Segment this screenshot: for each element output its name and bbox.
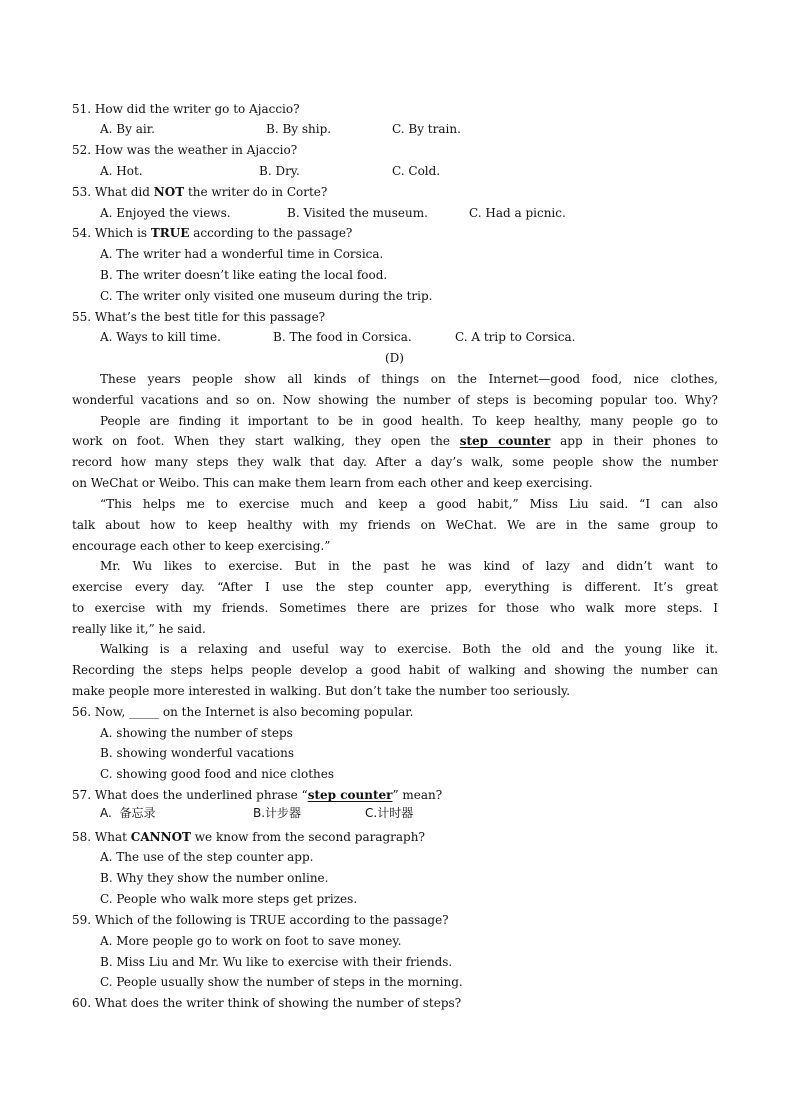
question-55-option-a: A. Ways to kill time. (100, 330, 221, 344)
question-53-stem-text: 53. What did (72, 185, 154, 199)
question-54-stem (72, 226, 352, 241)
question-58-stem-rest: we know from the second paragraph? (190, 830, 425, 844)
question-54-stem-rest: according to the passage? (189, 226, 353, 240)
question-59-stem: 59. Which of the following is TRUE according to the passage? (72, 913, 449, 927)
question-58-emphasis: CANNOT (130, 830, 191, 844)
question-56-option-b: B. showing wonderful vacations (100, 746, 295, 760)
passage-line: really like it,” he said. (72, 622, 206, 636)
question-60-stem: 60. What does the writer think of showing the number of steps? (72, 996, 462, 1010)
question-54-emphasis: TRUE (150, 226, 190, 240)
question-57-stem-rest: ” mean? (392, 788, 443, 802)
passage-line: on WeChat or Weibo. This can make them learn from each other and keep exercising. (72, 476, 593, 490)
passage-line: These years people show all kinds of things on the Internet—good food, nice clothes, (100, 372, 718, 386)
passage-line: to exercise with my friends. Sometimes there are prizes for those who walk more steps. I (72, 601, 718, 615)
question-52-option-a: A. Hot. (100, 164, 143, 178)
passage-line: wonderful vacations and so on. Now showing the number of steps is becoming popular too. Why? (72, 393, 718, 407)
passage-text: work on foot. When they start walking, they open the (72, 434, 460, 448)
passage-line: Recording the steps helps people develop a good habit of walking and showing the number can (72, 663, 718, 677)
question-53-stem-rest: the writer do in Corte? (184, 185, 328, 199)
question-58-option-b: B. Why they show the number online. (100, 871, 329, 885)
question-52-option-c: C. Cold. (392, 164, 441, 178)
question-57-stem-text: 57. What does the underlined phrase “ (72, 788, 308, 802)
question-57-stem (72, 788, 442, 803)
question-56-stem: 56. Now, _____ on the Internet is also becoming popular. (72, 705, 414, 719)
question-59-option-c: C. People usually show the number of steps in the morning. (100, 975, 463, 989)
underlined-phrase: step counter (307, 788, 393, 802)
passage-line: Mr. Wu likes to exercise. But in the past he was kind of lazy and didn’t want to (100, 559, 718, 573)
section-label: (D) (385, 351, 404, 365)
passage-line: Walking is a relaxing and useful way to exercise. Both the old and the young like it. (100, 642, 718, 656)
passage-line: make people more interested in walking. But don’t take the number too seriously. (72, 684, 571, 698)
question-53-stem (72, 185, 327, 200)
question-57-option-b: B.计步器 (253, 806, 302, 820)
question-54-option-a: A. The writer had a wonderful time in Corsica. (100, 247, 384, 261)
question-58-option-a: A. The use of the step counter app. (100, 850, 314, 864)
question-54-option-c: C. The writer only visited one museum during the trip. (100, 289, 433, 303)
passage-line: record how many steps they walk that day. After a day’s walk, some people show the number (72, 455, 718, 469)
underlined-phrase: step counter (459, 434, 551, 448)
question-59-option-a: A. More people go to work on foot to save money. (100, 934, 402, 948)
question-56-option-a: A. showing the number of steps (100, 726, 293, 740)
passage-line: exercise every day. “After I use the step counter app, everything is different. It’s great (72, 580, 718, 594)
question-51-option-c: C. By train. (392, 122, 461, 136)
passage-line (72, 434, 718, 449)
passage-line: encourage each other to keep exercising.” (72, 539, 331, 553)
question-58-option-c: C. People who walk more steps get prizes. (100, 892, 358, 906)
question-51-stem: 51. How did the writer go to Ajaccio? (72, 102, 300, 116)
passage-line: talk about how to keep healthy with my friends on WeChat. We are in the same group to (72, 518, 718, 532)
question-57-option-c: C.计时器 (365, 806, 414, 820)
question-55-stem: 55. What’s the best title for this passage? (72, 310, 326, 324)
question-53-emphasis: NOT (153, 185, 185, 199)
question-57-option-a: A. 备忘录 (100, 806, 156, 820)
question-55-option-b: B. The food in Corsica. (273, 330, 412, 344)
question-52-stem: 52. How was the weather in Ajaccio? (72, 143, 298, 157)
passage-line: “This helps me to exercise much and keep a good habit,” Miss Liu said. “I can also (100, 497, 718, 511)
question-56-option-c: C. showing good food and nice clothes (100, 767, 335, 781)
question-52-option-b: B. Dry. (259, 164, 300, 178)
question-55-option-c: C. A trip to Corsica. (455, 330, 576, 344)
question-59-option-b: B. Miss Liu and Mr. Wu like to exercise with their friends. (100, 955, 453, 969)
question-54-option-b: B. The writer doesn’t like eating the local food. (100, 268, 388, 282)
passage-text: app in their phones to (550, 434, 718, 448)
question-58-stem (72, 830, 425, 845)
question-54-stem-text: 54. Which is (72, 226, 151, 240)
question-53-option-c: C. Had a picnic. (469, 206, 566, 220)
question-53-option-a: A. Enjoyed the views. (100, 206, 231, 220)
question-58-stem-text: 58. What (72, 830, 131, 844)
passage-line: People are finding it important to be in good health. To keep healthy, many people go to (100, 414, 718, 428)
question-53-option-b: B. Visited the museum. (287, 206, 428, 220)
question-51-option-a: A. By air. (100, 122, 155, 136)
question-51-option-b: B. By ship. (266, 122, 332, 136)
